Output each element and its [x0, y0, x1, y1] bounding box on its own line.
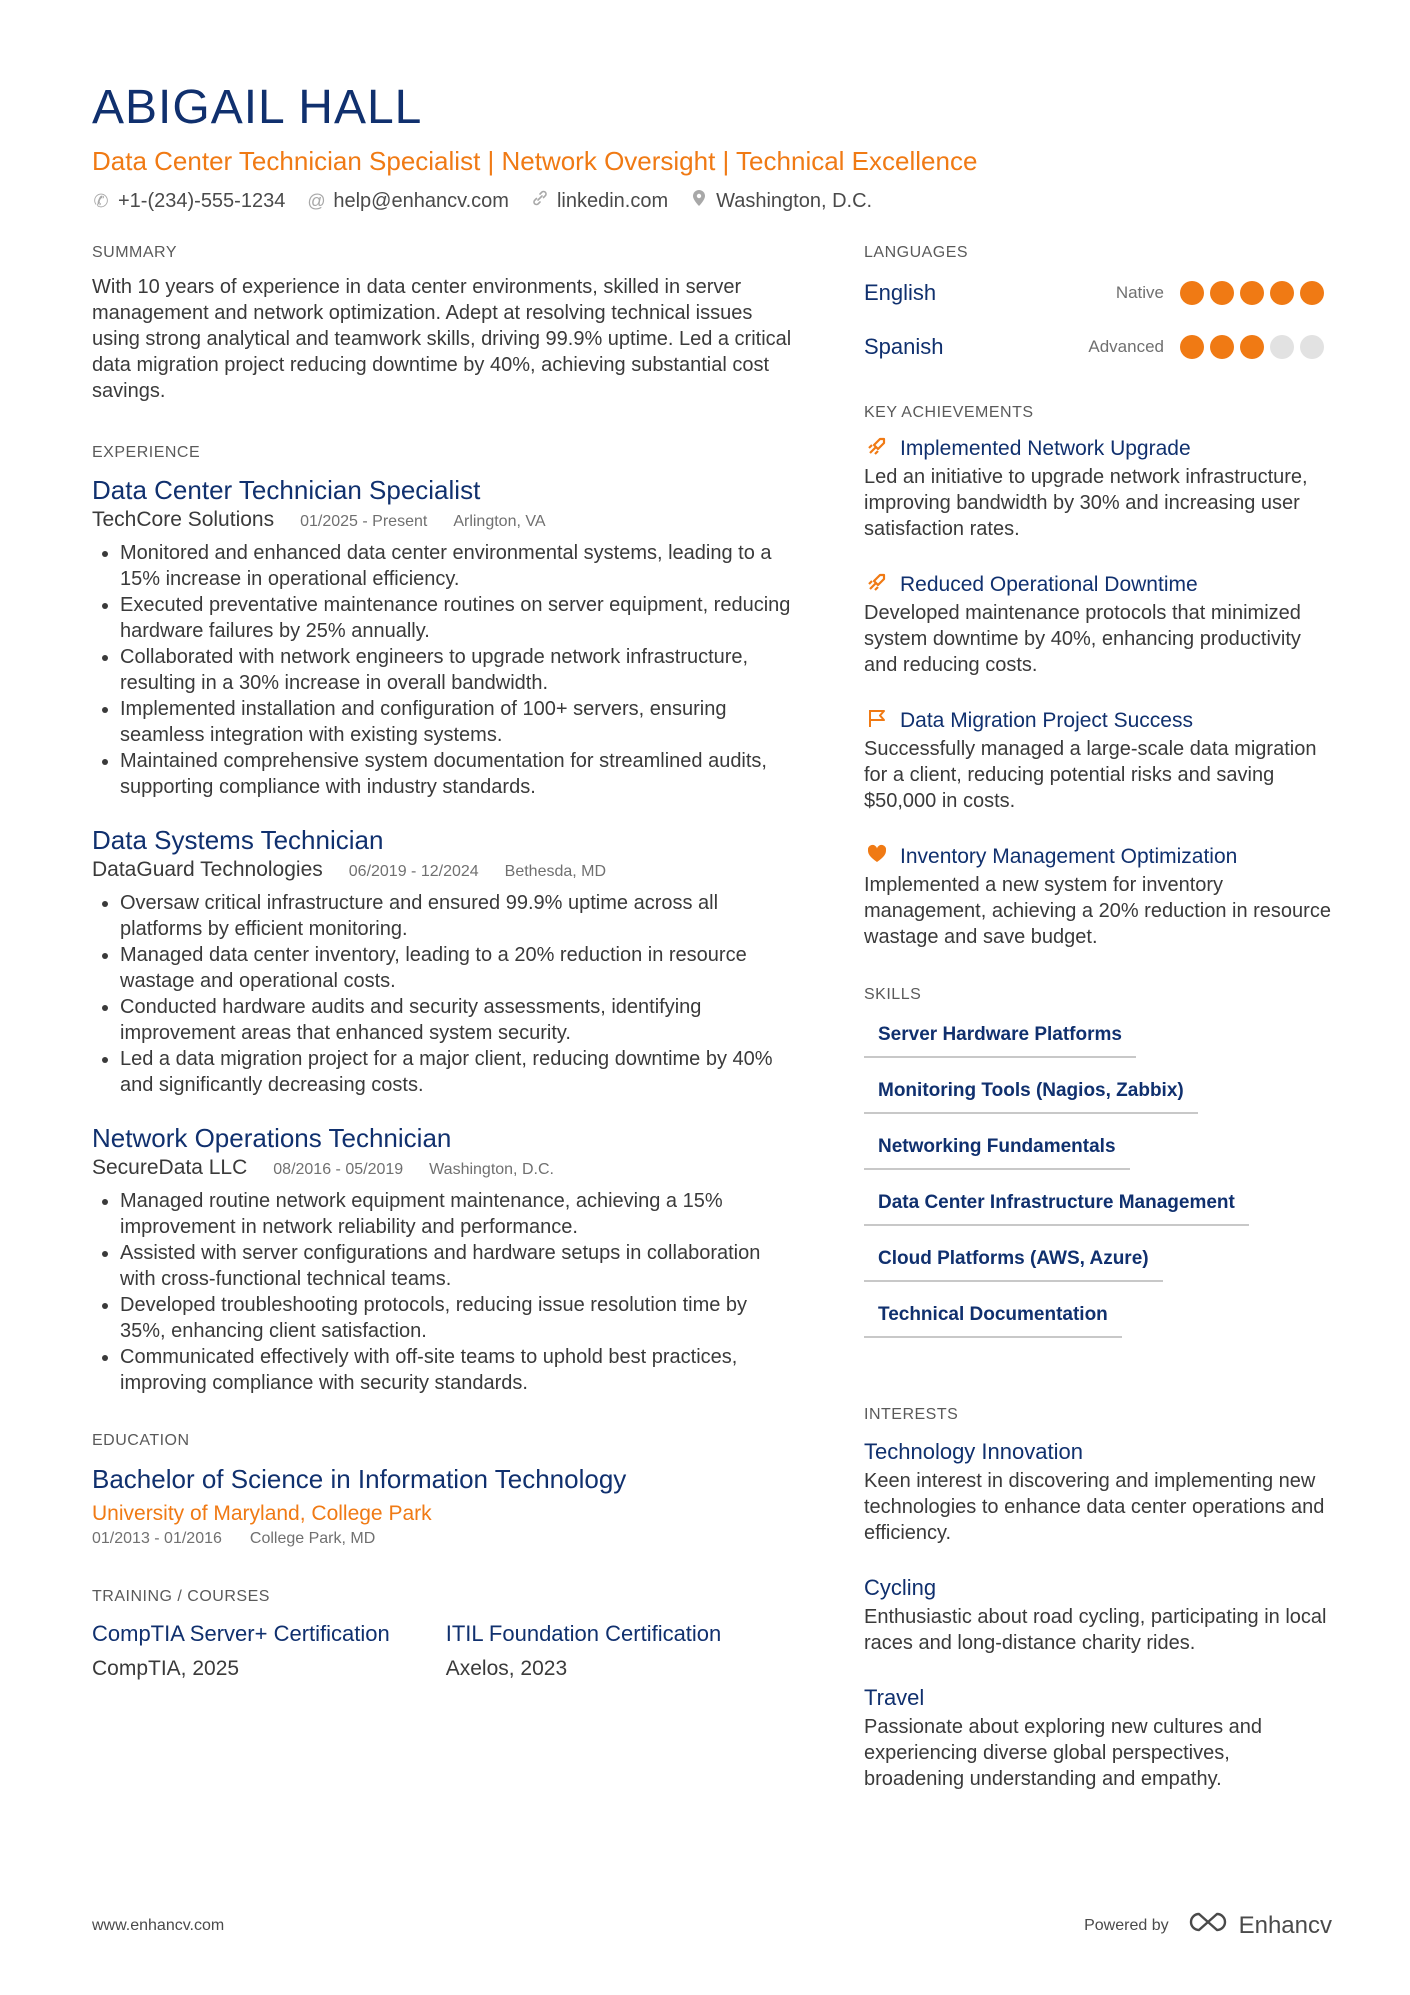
job-location: Washington, D.C.: [429, 1161, 554, 1178]
job-bullet: • Maintained comprehensive system documentation for streamlined audits, supporting compliance with industry standards.: [120, 748, 792, 800]
achievement-text: Implemented a new system for inventory management, achieving a 20% reduction in resource wastage and save budget.: [864, 874, 1331, 948]
rating-dot: [1210, 335, 1234, 359]
interest-item: [864, 1572, 1334, 1656]
rating-dot: [1240, 281, 1264, 305]
link-icon: [531, 186, 549, 216]
job-meta: [92, 508, 792, 532]
left-column: [92, 244, 792, 1724]
footer-website[interactable]: www.enhancv.com: [92, 1916, 225, 1934]
achievement-title: Inventory Management Optimization: [900, 845, 1238, 868]
page-footer: [92, 1910, 1332, 1941]
job-meta: [92, 1156, 792, 1180]
job-bullet: • Communicated effectively with off-site teams to uphold best practices, improving compliance with security standards.: [120, 1344, 792, 1396]
skill-tag: Monitoring Tools (Nagios, Zabbix): [864, 1072, 1198, 1114]
achievements-section: [864, 404, 1334, 950]
language-rating: [1180, 281, 1324, 305]
training-heading: TRAINING / COURSES: [92, 1588, 270, 1605]
powered-by-label: Powered by: [1084, 1916, 1169, 1934]
job-bullet: • Executed preventative maintenance routines on server equipment, reducing hardware failures by 25% annually.: [120, 592, 792, 644]
language-row: [864, 266, 1334, 320]
at-icon: @: [307, 191, 326, 211]
job-bullet: • Managed routine network equipment maintenance, achieving a 15% improvement in network reliability and performance.: [120, 1188, 792, 1240]
job-company: SecureData LLC: [92, 1156, 248, 1179]
course-name: ITIL Foundation Certification: [445, 1621, 722, 1646]
job-entry: [92, 474, 792, 800]
right-column: [864, 244, 1334, 1832]
brand-logo[interactable]: [1185, 1910, 1332, 1941]
language-level: Advanced: [1088, 337, 1164, 356]
education-dates: 01/2013 - 01/2016: [92, 1530, 222, 1547]
job-dates: 01/2025 - Present: [300, 513, 428, 530]
rating-dot: [1210, 281, 1234, 305]
interest-title: Cycling: [864, 1575, 937, 1600]
job-bullets: [92, 540, 792, 800]
job-location: Arlington, VA: [453, 513, 546, 530]
location-pin-icon: [690, 186, 708, 216]
education-school: University of Maryland, College Park: [92, 1502, 432, 1525]
rocket-icon: [864, 571, 890, 599]
course-item: [92, 1618, 390, 1684]
job-bullet: • Conducted hardware audits and security assessments, identifying improvement areas that enhanced system security.: [120, 994, 792, 1046]
course-provider: Axelos, 2023: [445, 1657, 568, 1680]
achievement-item: [864, 842, 1334, 950]
rating-dot: [1300, 335, 1324, 359]
education-degree: Bachelor of Science in Information Technology: [92, 1464, 627, 1494]
skill-tag: Networking Fundamentals: [864, 1128, 1130, 1170]
skills-heading: SKILLS: [864, 986, 922, 1003]
contact-location: [690, 186, 872, 216]
language-level: Native: [1115, 283, 1164, 302]
experience-heading: EXPERIENCE: [92, 444, 201, 461]
achievement-item: [864, 706, 1334, 814]
course-provider: CompTIA, 2025: [92, 1657, 240, 1680]
language-name: English: [864, 280, 937, 305]
job-bullet: • Managed data center inventory, leading to a 20% reduction in resource wastage and operational costs.: [120, 942, 792, 994]
achievement-item: [864, 570, 1334, 678]
job-title: Network Operations Technician: [92, 1123, 452, 1153]
language-name: Spanish: [864, 334, 944, 359]
resume-header: [92, 78, 1332, 216]
language-row: [864, 320, 1334, 374]
interest-text: Keen interest in discovering and implementing new technologies to enhance data center operations and efficiency.: [864, 1470, 1325, 1544]
phone-text: +1-(234)-555-1234: [118, 190, 286, 212]
flag-icon: [864, 707, 890, 735]
interest-title: Technology Innovation: [864, 1439, 1083, 1464]
interest-text: Enthusiastic about road cycling, participating in local races and long-distance charity rides.: [864, 1606, 1327, 1654]
education-location: College Park, MD: [249, 1530, 376, 1547]
achievement-text: Successfully managed a large-scale data migration for a client, reducing potential risks and saving $50,000 in costs.: [864, 738, 1317, 812]
achievement-text: Led an initiative to upgrade network infrastructure, improving bandwidth by 30% and increasing user satisfaction rates.: [864, 466, 1308, 540]
interest-item: [864, 1436, 1334, 1546]
job-entry: [92, 1122, 792, 1396]
achievement-title: Reduced Operational Downtime: [900, 573, 1198, 596]
achievement-title: Data Migration Project Success: [900, 709, 1193, 732]
skill-tag: Cloud Platforms (AWS, Azure): [864, 1240, 1163, 1282]
headline: Data Center Technician Specialist | Network Oversight | Technical Excellence: [92, 146, 978, 176]
job-bullet: • Developed troubleshooting protocols, reducing issue resolution time by 35%, enhancing client satisfaction.: [120, 1292, 792, 1344]
job-bullets: [92, 1188, 792, 1396]
summary-heading: SUMMARY: [92, 244, 177, 261]
experience-section: [92, 444, 792, 1396]
job-bullet: • Oversaw critical infrastructure and ensured 99.9% uptime across all platforms by efficient monitoring.: [120, 890, 792, 942]
job-title: Data Systems Technician: [92, 825, 384, 855]
job-dates: 08/2016 - 05/2019: [273, 1161, 404, 1178]
job-location: Bethesda, MD: [504, 863, 607, 880]
interest-item: [864, 1682, 1334, 1792]
skills-section: [864, 986, 1334, 1352]
job-company: TechCore Solutions: [92, 508, 275, 531]
contact-email[interactable]: [307, 186, 509, 216]
rocket-icon: [864, 435, 890, 463]
job-bullet: • Monitored and enhanced data center environmental systems, leading to a 15% increase in operational efficiency.: [120, 540, 792, 592]
job-entry: [92, 824, 792, 1098]
rating-dot: [1300, 281, 1324, 305]
course-list: [92, 1618, 792, 1684]
achievement-title: Implemented Network Upgrade: [900, 437, 1191, 460]
achievements-heading: KEY ACHIEVEMENTS: [864, 404, 1034, 421]
education-section: [92, 1432, 792, 1548]
course-item: [446, 1618, 722, 1684]
course-name: CompTIA Server+ Certification: [92, 1621, 390, 1646]
job-meta: [92, 858, 792, 882]
contact-linkedin[interactable]: [531, 186, 668, 216]
contact-phone: [92, 186, 285, 216]
job-dates: 06/2019 - 12/2024: [348, 863, 479, 880]
job-bullets: [92, 890, 792, 1098]
job-title: Data Center Technician Specialist: [92, 475, 481, 505]
language-rating: [1180, 335, 1324, 359]
languages-heading: LANGUAGES: [864, 244, 969, 261]
candidate-name: ABIGAIL HALL: [92, 81, 423, 134]
skills-list: [864, 1016, 1334, 1352]
footer-branding: [1084, 1910, 1332, 1941]
rating-dot: [1180, 281, 1204, 305]
enhancv-logo-icon: [1185, 1910, 1231, 1941]
job-bullet: • Implemented installation and configuration of 100+ servers, ensuring seamless integration with existing systems.: [120, 696, 792, 748]
education-heading: EDUCATION: [92, 1432, 190, 1449]
training-section: [92, 1588, 792, 1684]
contact-bar: [92, 186, 1332, 216]
job-bullet: • Led a data migration project for a major client, reducing downtime by 40% and significantly decreasing costs.: [120, 1046, 792, 1098]
job-bullet: • Assisted with server configurations and hardware setups in collaboration with cross-functional technical teams.: [120, 1240, 792, 1292]
skill-tag: Technical Documentation: [864, 1296, 1122, 1338]
rating-dot: [1270, 281, 1294, 305]
summary-section: [92, 244, 792, 404]
languages-section: [864, 244, 1334, 374]
rating-dot: [1240, 335, 1264, 359]
job-bullet: • Collaborated with network engineers to upgrade network infrastructure, resulting in a 30% increase in overall bandwidth.: [120, 644, 792, 696]
email-text[interactable]: help@enhancv.com: [333, 190, 509, 212]
brand-name: Enhancv: [1238, 1911, 1332, 1939]
skill-tag: Server Hardware Platforms: [864, 1016, 1136, 1058]
interests-section: [864, 1406, 1334, 1792]
interests-heading: INTERESTS: [864, 1406, 959, 1423]
achievement-item: [864, 434, 1334, 542]
summary-text: With 10 years of experience in data center environments, skilled in server management and network optimization. Adept at resolving technical issues using strong analytical and teamwork skills, driving 99.9% uptime. Led a critical data migration project reducing downtime by 40%, achieving substantial cost savings.: [92, 276, 792, 402]
heart-icon: [864, 843, 890, 871]
phone-icon: ✆: [93, 191, 109, 211]
rating-dot: [1180, 335, 1204, 359]
interest-text: Passionate about exploring new cultures and experiencing diverse global perspectives, broadening understanding and empathy.: [864, 1716, 1263, 1790]
interest-title: Travel: [864, 1685, 925, 1710]
rating-dot: [1270, 335, 1294, 359]
achievement-text: Developed maintenance protocols that minimized system downtime by 40%, enhancing productivity and reducing costs.: [864, 602, 1301, 676]
job-company: DataGuard Technologies: [92, 858, 323, 881]
location-text: Washington, D.C.: [716, 190, 873, 212]
linkedin-text[interactable]: linkedin.com: [556, 190, 669, 212]
skill-tag: Data Center Infrastructure Management: [864, 1184, 1249, 1226]
education-meta: [92, 1530, 792, 1548]
